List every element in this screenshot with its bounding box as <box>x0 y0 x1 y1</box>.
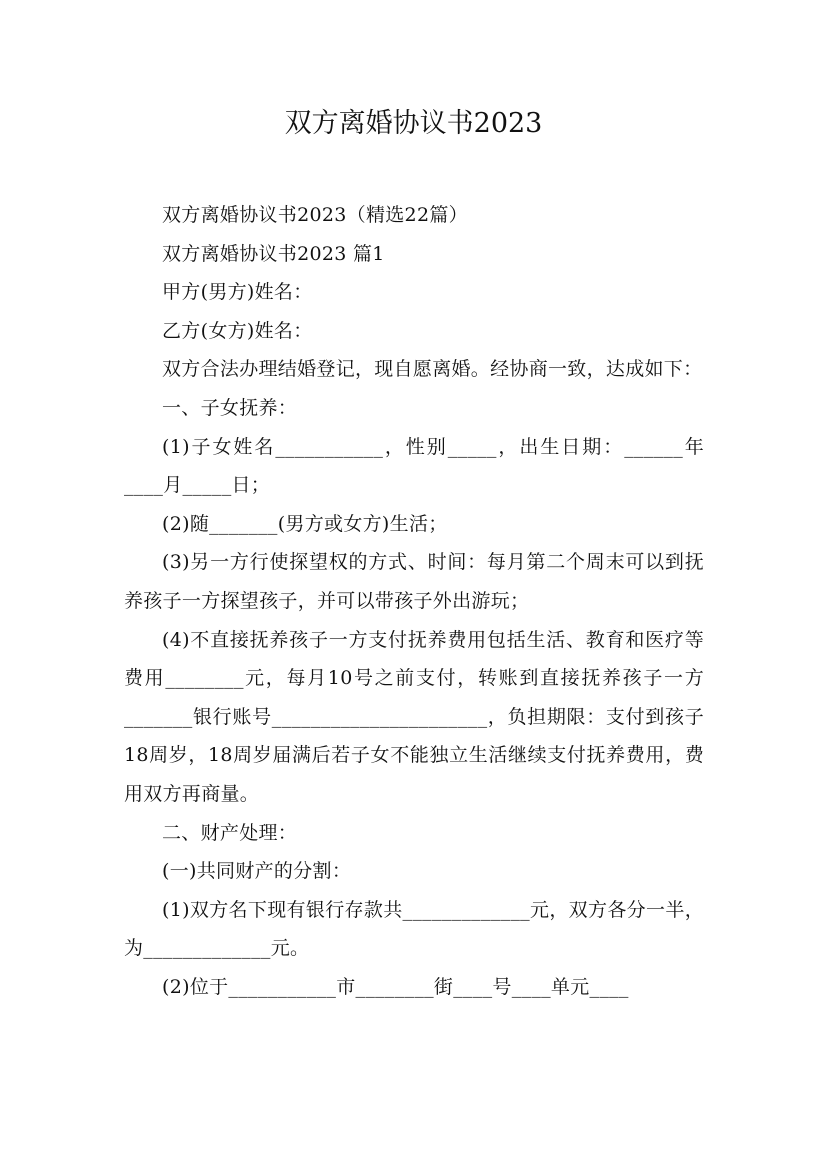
paragraph-real-estate: (2)位于___________市________街____号____单元____ <box>162 975 629 998</box>
paragraph-heading-child-custody: 一、子女抚养： <box>162 396 298 419</box>
paragraph-bank-deposit: (1)双方名下现有银行存款共_____________元，双方各分一半，为_____________元。 <box>124 898 704 960</box>
paragraph-subtitle: 双方离婚协议书2023（精选22篇） <box>162 204 468 226</box>
paragraph-heading-property: 二、财产处理： <box>162 821 298 844</box>
document-title: 双方离婚协议书2023 <box>284 108 543 139</box>
document-body <box>124 196 704 1006</box>
paragraph-custody-parent: (2)随_______(男方或女方)生活； <box>162 512 448 535</box>
paragraph-section-heading: 双方离婚协议书2023 篇1 <box>162 242 385 265</box>
paragraph-party-a: 甲方(男方)姓名： <box>162 281 313 304</box>
paragraph-party-b: 乙方(女方)姓名： <box>162 319 313 342</box>
paragraph-child-support: (4)不直接抚养孩子一方支付抚养费用包括生活、教育和医疗等费用________元，每月10号之前支付，转账到直接抚养孩子一方_______银行账号______________________，负担期限：支付到孩子18周岁，18周岁届满后若子女不能独立生活继续支付抚养费用，费用双方再商量。 <box>124 628 704 805</box>
paragraph-intro: 双方合法办理结婚登记，现自愿离婚。经协商一致，达成如下： <box>162 358 703 381</box>
paragraph-visitation: (3)另一方行使探望权的方式、时间：每月第二个周末可以到抚养孩子一方探望孩子，并可以带孩子外出游玩； <box>124 551 704 612</box>
paragraph-joint-property: (一)共同财产的分割： <box>162 860 352 883</box>
paragraph-child-info: (1)子女姓名___________，性别_____，出生日期：______年____月_____日； <box>124 435 704 497</box>
